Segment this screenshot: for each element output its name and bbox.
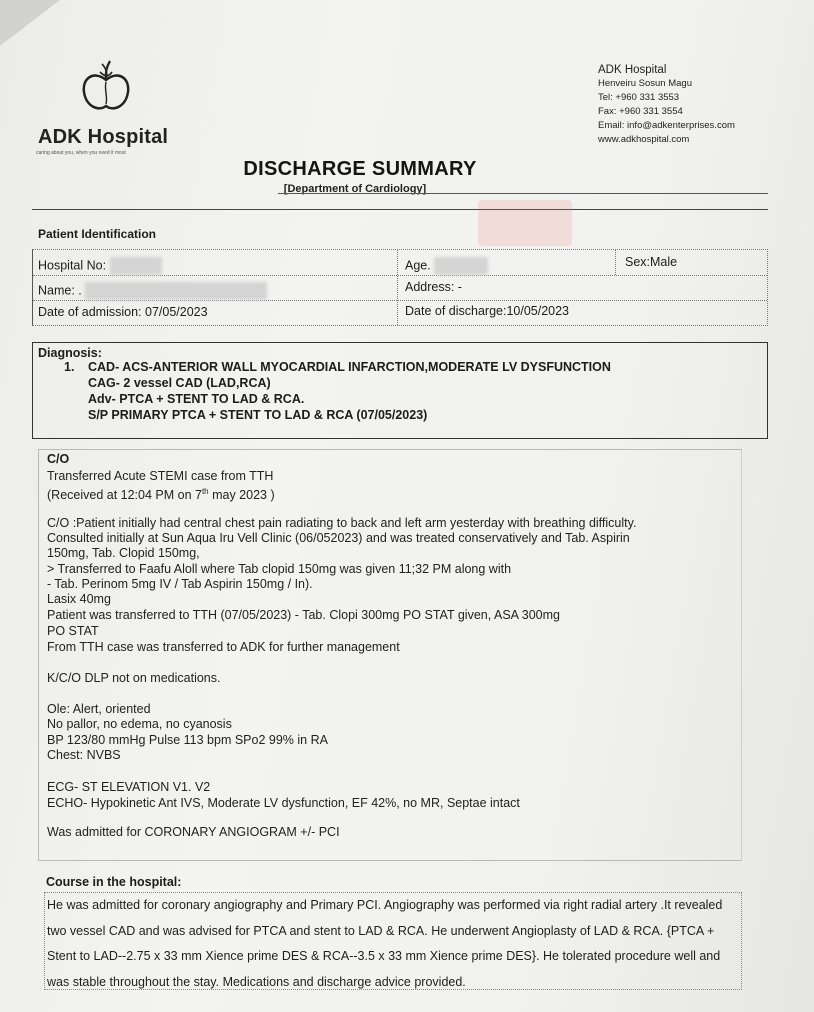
received-time: (Received at 12:04 PM on 7 [47,488,202,503]
complaints-box [38,449,742,861]
complaint-line: Transferred Acute STEMI case from TTH [47,469,274,483]
complaint-line: 150mg, Tab. Clopid 150mg, [47,546,200,560]
admission-date: Date of admission: 07/05/2023 [38,305,208,319]
divider [397,250,398,325]
watermark-stamp [478,200,572,246]
apple-logo-icon [80,58,132,114]
patient-table [32,249,768,326]
page-title: DISCHARGE SUMMARY [243,158,477,180]
course-text: He was admitted for coronary angiography and Primary PCI. Angiography was performed via right radial artery .It revealed two vessel CAD and was advised for PTCA and stent to LAD & RCA. He underwent Angioplasty of LAD & RCA. {PTCA + Stent to LAD--2.75 x 33 mm Xience prime DES & RCA--3.5 x 33 mm Xience prime DES}. He tolerated procedure well and was stable throughout the stay. Medications and discharge advice provided. [47,898,723,989]
diagnosis-number: 1. [64,360,75,374]
hospital-address: Henveiru Sosun Magu [598,78,692,89]
complaint-line: Was admitted for CORONARY ANGIOGRAM +/- PCI [47,825,340,839]
name-field [38,282,267,300]
diagnosis-line: S/P PRIMARY PTCA + STENT TO LAD & RCA (07/05/2023) [88,408,428,422]
hospital-fax: Fax: +960 331 3554 [598,106,683,117]
course-box [44,892,742,990]
hospital-website: www.adkhospital.com [598,134,690,145]
hospital-no-label: Hospital No: [38,258,107,273]
complaint-line: - Tab. Perinom 5mg IV / Tab Aspirin 150mg / In). [47,577,313,591]
received-date: may 2023 ) [208,488,275,503]
diagnosis-line: CAD- ACS-ANTERIOR WALL MYOCARDIAL INFARCTION,MODERATE LV DYSFUNCTION [88,360,611,374]
complaint-line: C/O :Patient initially had central chest pain radiating to back and left arm yesterday with breathing difficulty. [47,516,637,530]
complaint-line: No pallor, no edema, no cyanosis [47,717,232,731]
complaint-line: Consulted initially at Sun Aqua Iru Vell Clinic (06/052023) and was treated conservatively and Tab. Aspirin [47,531,630,545]
complaint-line: K/C/O DLP not on medications. [47,671,221,685]
diagnosis-line: CAG- 2 vessel CAD (LAD,RCA) [88,376,271,390]
redacted-value [434,257,488,275]
divider [278,193,768,194]
address-field: Address: - [405,280,462,294]
complaint-line: BP 123/80 mmHg Pulse 113 bpm SPo2 99% in RA [47,733,328,747]
logo-name: ADK Hospital [38,126,169,148]
diagnosis-box [32,342,768,439]
complaint-line: Lasix 40mg [47,592,111,606]
age-label: Age. [405,258,431,273]
divider [33,275,767,276]
redacted-value [85,282,267,300]
complaint-line: Ole: Alert, oriented [47,702,151,716]
logo-tagline: caring about you, when you need it most [36,150,126,156]
complaint-line: ECHO- Hypokinetic Ant IVS, Moderate LV dysfunction, EF 42%, no MR, Septae intact [47,796,520,810]
hospital-email: Email: info@adkenterprises.com [598,120,735,131]
complaints-heading: C/O [47,452,70,466]
complaint-line: From TTH case was transferred to ADK for further management [47,640,400,654]
divider [33,300,767,301]
divider [615,250,616,275]
hospital-no-field [38,257,162,275]
course-heading: Course in the hospital: [46,875,182,889]
diagnosis-line: Adv- PTCA + STENT TO LAD & RCA. [88,392,305,406]
patient-identification-label: Patient Identification [38,227,157,241]
complaint-line: Chest: NVBS [47,748,121,762]
age-field [405,257,488,275]
redacted-value [110,257,162,275]
complaint-line: > Transferred to Faafu Aloll where Tab clopid 150mg was given 11;32 PM along with [47,562,512,576]
hospital-name: ADK Hospital [598,64,667,76]
date-suffix: th [201,487,209,496]
sex-field: Sex:Male [625,255,678,269]
department: [Department of Cardiology] [283,183,427,195]
complaint-line [47,485,275,502]
discharge-date: Date of discharge:10/05/2023 [405,304,570,318]
folded-corner [0,0,60,46]
complaint-line: PO STAT [47,624,99,638]
name-label: Name: . [38,283,82,298]
divider [32,209,768,210]
complaint-line: Patient was transferred to TTH (07/05/2023) - Tab. Clopi 300mg PO STAT given, ASA 300mg [47,608,560,622]
hospital-contact [598,63,735,147]
diagnosis-label: Diagnosis: [38,346,102,360]
hospital-tel: Tel: +960 331 3553 [598,92,680,103]
complaint-line: ECG- ST ELEVATION V1. V2 [47,780,211,794]
